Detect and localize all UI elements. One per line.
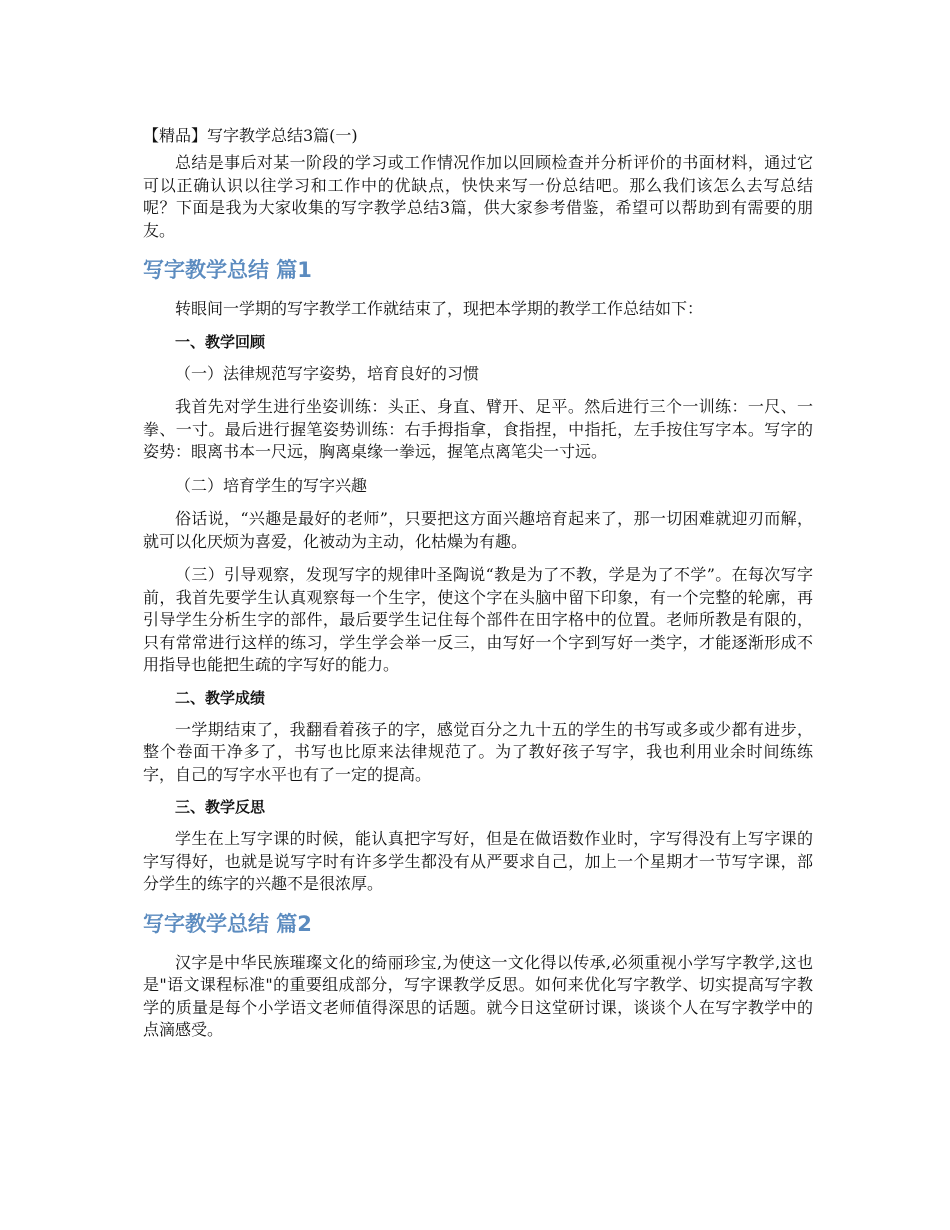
section1-lead: 转眼间一学期的写字教学工作就结束了，现把本学期的教学工作总结如下： [175,299,704,318]
document-page [143,124,813,1042]
sub-item-interest: （二）培育学生的写字兴趣 [175,475,368,495]
reflection-paragraph: 学生在上写字课的时候，能认真把字写好，但是在做语数作业时，字写得没有上写字课的字写得好，也就是说写字时有许多学生都没有从严要求自己，加上一个星期才一节写字课，部分学生的练字的兴趣不是很浓厚。 [143,829,813,893]
section-heading-1: 写字教学总结 篇1 [143,258,312,282]
sub-item-posture: （一）法律规范写字姿势，培育良好的习惯 [175,363,480,383]
results-paragraph: 一学期结束了，我翻看着孩子的字，感觉百分之九十五的学生的书写或多或少都有进步，整个卷面干净多了，书写也比原来法律规范了。为了教好孩子写字，我也利用业余时间练练字，自己的写字水平也有了一定的提高。 [143,719,813,784]
posture-paragraph: 我首先对学生进行坐姿训练：头正、身直、臂开、足平。然后进行三个一训练：一尺、一拳、一寸。最后进行握笔姿势训练：右手拇指拿，食指捏，中指托，左手按住写字本。写字的姿势：眼离书本一尺远，胸离桌缘一拳远，握笔点离笔尖一寸远。 [143,397,813,461]
interest-paragraph: 俗话说，“兴趣是最好的老师”，只要把这方面兴趣培育起来了，那一切困难就迎刃而解，就可以化厌烦为喜爱，化被动为主动，化枯燥为有趣。 [143,509,813,551]
intro-paragraph: 总结是事后对某一阶段的学习或工作情况作加以回顾检查并分析评价的书面材料，通过它可以正确认识以往学习和工作中的优缺点，快快来写一份总结吧。那么我们该怎么去写总结呢？下面是我为大家收集的写字教学总结3篇，供大家参考借鉴，希望可以帮助到有需要的朋友。 [143,153,813,240]
subheading-review: 一、教学回顾 [175,332,266,351]
subheading-results: 二、教学成绩 [175,688,266,707]
section-heading-2: 写字教学总结 篇2 [143,911,312,936]
document-title: 【精品】写字教学总结3篇(一) [143,126,358,145]
section2-paragraph: 汉字是中华民族璀璨文化的绮丽珍宝,为使这一文化得以传承,必须重视小学写字教学,这也是"语文课程标准"的重要组成部分，写字课教学反思。如何来优化写字教学、切实提高写字教学的质量是每个小学语文老师值得深思的话题。就今日这堂研讨课，谈谈个人在写字教学中的点滴感受。 [143,952,813,1039]
observation-paragraph: （三）引导观察，发现写字的规律叶圣陶说“教是为了不教，学是为了不学”。在每次写字前，我首先要学生认真观察每一个生字，使这个字在头脑中留下印象，有一个完整的轮廓，再引导学生分析生字的部件，最后要学生记住每个部件在田字格中的位置。老师所教是有限的，只有常常进行这样的练习，学生学会举一反三，由写好一个字到写好一类字，才能逐渐形成不用指导也能把生疏的字写好的能力。 [143,565,813,674]
subheading-reflection: 三、教学反思 [175,798,266,816]
